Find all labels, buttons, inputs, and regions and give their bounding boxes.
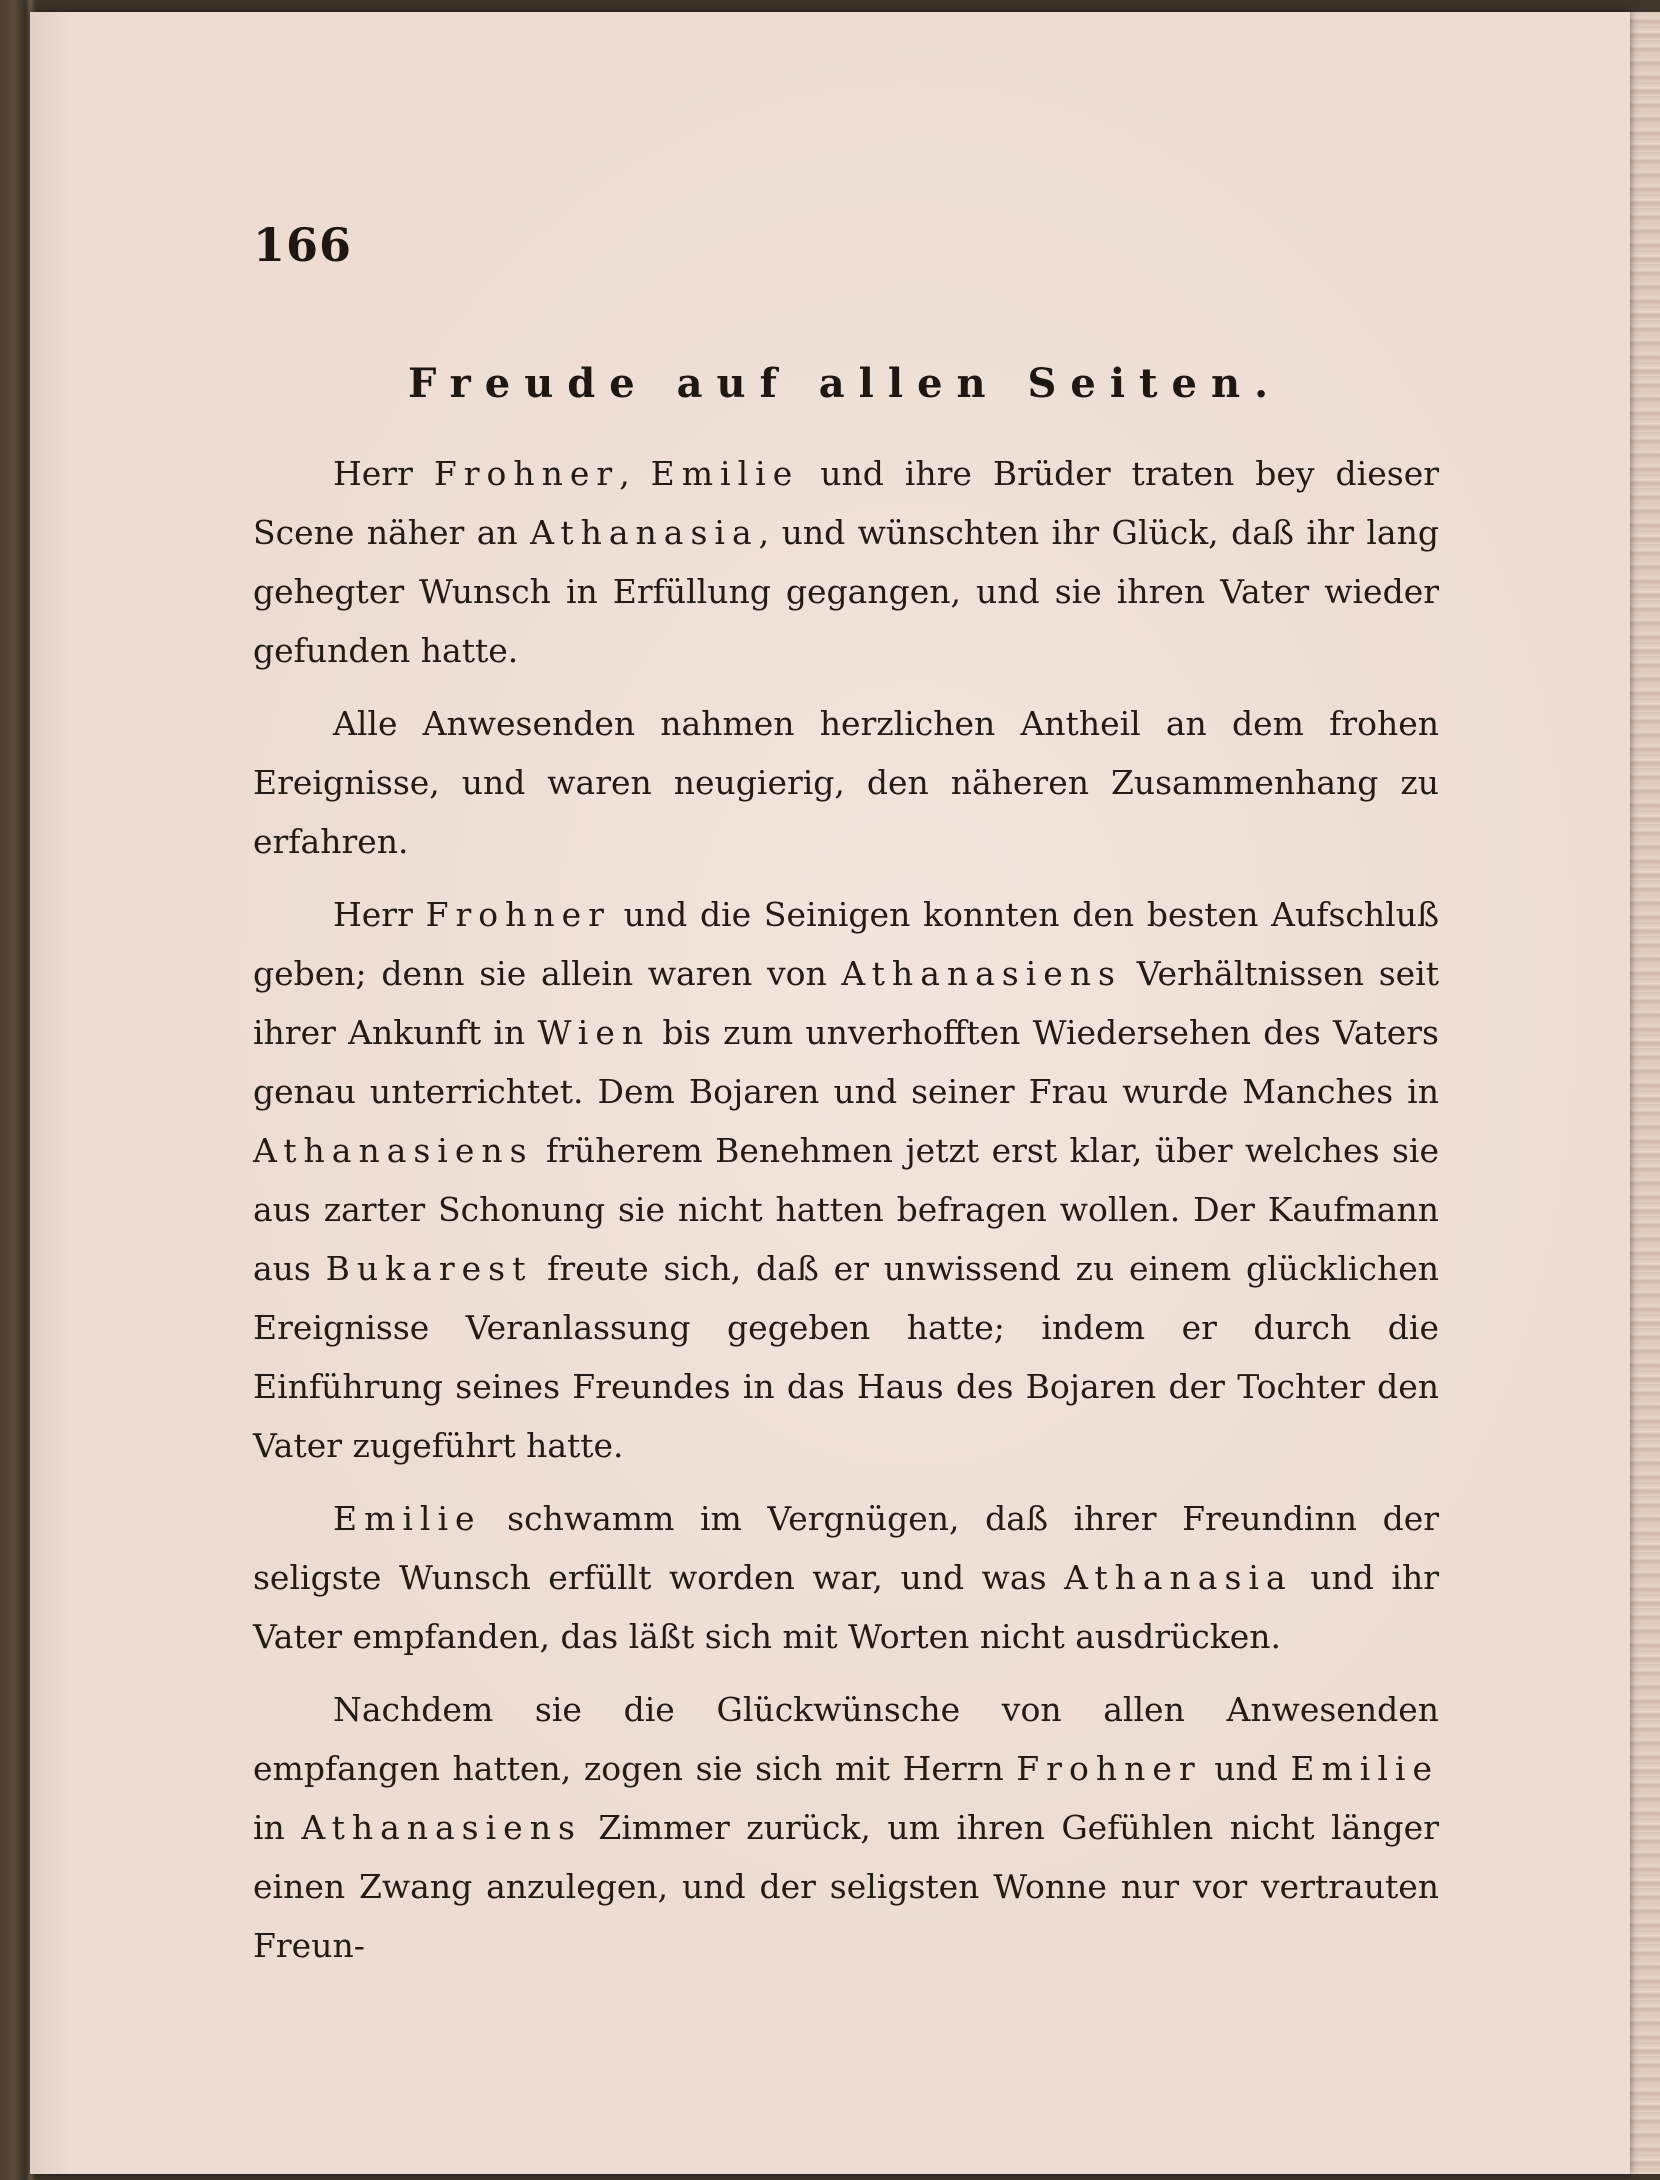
spaced-name: Emilie <box>1290 1749 1439 1788</box>
spaced-name: Frohner <box>425 895 611 934</box>
text-run: Verhältnissen seit ihrer Ankunft in <box>253 954 1439 1052</box>
spaced-name: Athanasiens <box>253 1131 534 1170</box>
paragraph <box>253 885 1439 1475</box>
paragraph <box>253 1680 1439 1975</box>
spaced-name: Athanasiens <box>841 954 1122 993</box>
text-run: Alle Anwesenden nahmen herzlichen Antheil an dem frohen Ereignisse, und waren neugierig, den näheren Zusammenhang zu erfahren. <box>253 704 1439 861</box>
text-run: und ihre Brüder traten bey dieser Scene näher an <box>253 454 1439 552</box>
page-number: 166 <box>253 218 353 272</box>
paragraph <box>253 1489 1439 1666</box>
text-run: und ihr Vater empfanden, das läßt sich mit Worten nicht ausdrücken. <box>253 1558 1439 1656</box>
text-run: , <box>619 454 651 493</box>
text-run: früherem Benehmen jetzt erst klar, über welches sie aus zarter Schonung sie nicht hatten befragen wollen. Der Kaufmann aus <box>253 1131 1439 1288</box>
text-run: Zimmer zurück, um ihren Gefühlen nicht länger einen Zwang anzulegen, und der seligsten Wonne nur vor vertrauten Freun- <box>253 1808 1439 1965</box>
spaced-name: Athanasia <box>1064 1558 1293 1597</box>
text-run: bis zum unverhofften Wiedersehen des Vaters genau unterrichtet. Dem Bojaren und seiner Frau wurde Manches in <box>253 1013 1439 1111</box>
spaced-name: Emilie <box>333 1499 482 1538</box>
text-run: und die Seinigen konnten den besten Aufschluß geben; denn sie allein waren von <box>253 895 1439 993</box>
text-run: , und wünschten ihr Glück, daß ihr lang gehegter Wunsch in Erfüllung gegangen, und sie ihren Vater wieder gefunden hatte. <box>253 513 1439 670</box>
text-run: in <box>253 1808 302 1847</box>
text-run: Herr <box>333 895 426 934</box>
text-run: schwamm im Vergnügen, daß ihrer Freundinn der seligste Wunsch erfüllt worden war, und was <box>253 1499 1439 1597</box>
chapter-heading: Freude auf allen Seiten. <box>407 360 1282 407</box>
text-run: Nachdem sie die Glückwünsche von allen Anwesenden empfangen hatten, zogen sie sich mit Herrn <box>253 1690 1439 1788</box>
spaced-name: Frohner <box>1016 1749 1202 1788</box>
spaced-name: Bukarest <box>325 1249 533 1288</box>
spaced-name: Emilie <box>650 454 800 493</box>
stacked-page-edges <box>1628 12 1660 2174</box>
paragraph <box>253 444 1439 680</box>
paragraph <box>253 694 1439 871</box>
text-run: Herr <box>333 454 434 493</box>
text-run: und <box>1201 1749 1291 1788</box>
spaced-name: Wien <box>537 1013 651 1052</box>
page-body-text <box>253 444 1439 1989</box>
text-run: freute sich, daß er unwissend zu einem glücklichen Ereignisse Veranlassung gegeben hatte; indem er durch die Einführung seines Freundes in das Haus des Bojaren der Tochter den Vater zugeführt hatte. <box>253 1249 1439 1465</box>
spaced-name: Athanasia <box>530 513 759 552</box>
spaced-name: Frohner <box>433 454 620 493</box>
spaced-name: Athanasiens <box>301 1808 582 1847</box>
